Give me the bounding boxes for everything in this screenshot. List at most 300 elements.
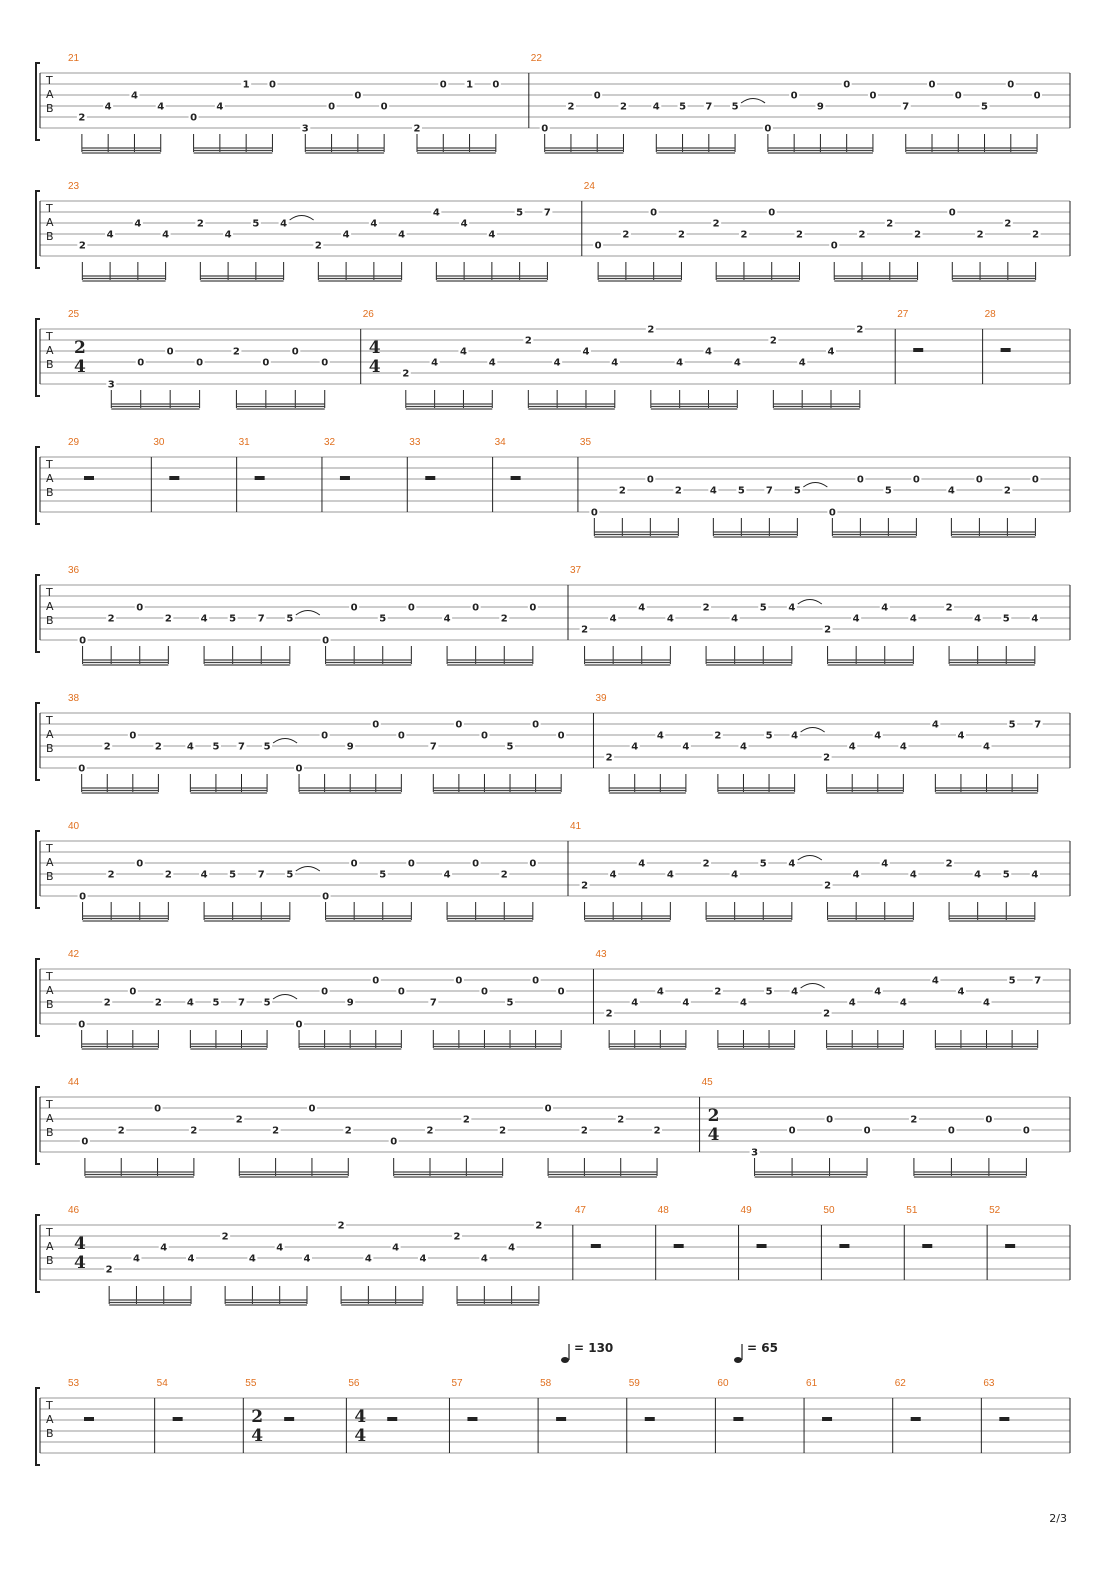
time-signature-top: 4 xyxy=(368,338,381,358)
fret-number: 2 xyxy=(337,1220,345,1232)
fret-number: 0 xyxy=(397,986,405,998)
fret-number: 0 xyxy=(321,357,329,369)
tab-clef-letter: A xyxy=(46,600,54,613)
fret-number: 2 xyxy=(413,123,421,135)
fret-number: 5 xyxy=(981,101,989,113)
fret-number: 2 xyxy=(402,368,410,380)
fret-number: 0 xyxy=(1007,79,1015,91)
fret-number: 4 xyxy=(931,975,939,987)
fret-number: 0 xyxy=(350,858,358,870)
tie-arc xyxy=(273,995,297,1000)
fret-number: 7 xyxy=(429,997,437,1009)
whole-rest xyxy=(911,1417,921,1421)
fret-number: 2 xyxy=(617,1114,625,1126)
fret-number: 2 xyxy=(1032,229,1040,241)
whole-rest xyxy=(425,476,435,480)
measure-number: 33 xyxy=(409,437,421,448)
time-signature-bottom: 4 xyxy=(251,1426,264,1446)
system-bracket xyxy=(36,1215,40,1292)
fret-number: 2 xyxy=(605,752,613,764)
fret-number: 4 xyxy=(200,869,208,881)
whole-rest xyxy=(84,1417,94,1421)
fret-number: 2 xyxy=(164,869,172,881)
fret-number: 2 xyxy=(702,602,710,614)
system-bracket xyxy=(36,1087,40,1164)
fret-number: 4 xyxy=(1031,869,1039,881)
fret-number: 9 xyxy=(346,997,354,1009)
fret-number: 4 xyxy=(874,730,882,742)
fret-number: 0 xyxy=(291,346,299,358)
tie-arc xyxy=(296,611,320,616)
measure-number: 56 xyxy=(348,1378,360,1389)
fret-number: 4 xyxy=(638,602,646,614)
fret-number: 7 xyxy=(705,101,713,113)
measure-number: 51 xyxy=(906,1205,918,1216)
fret-number: 4 xyxy=(798,357,806,369)
fret-number: 0 xyxy=(843,79,851,91)
fret-number: 4 xyxy=(791,730,799,742)
measure-number: 36 xyxy=(68,565,80,576)
fret-number: 2 xyxy=(945,602,953,614)
fret-number: 4 xyxy=(609,613,617,625)
fret-number: 2 xyxy=(426,1125,434,1137)
measure-number: 25 xyxy=(68,309,80,320)
fret-number: 0 xyxy=(81,1136,89,1148)
fret-number: 4 xyxy=(931,719,939,731)
fret-number: 2 xyxy=(500,613,508,625)
fret-number: 2 xyxy=(619,101,627,113)
fret-number: 4 xyxy=(303,1253,311,1265)
tab-clef-letter: A xyxy=(46,1112,54,1125)
measure-number: 61 xyxy=(806,1378,818,1389)
tab-clef-letter: B xyxy=(46,358,54,371)
fret-number: 2 xyxy=(524,335,532,347)
fret-number: 4 xyxy=(460,218,468,230)
measure-number: 24 xyxy=(583,181,595,192)
measure-number: 54 xyxy=(156,1378,168,1389)
fret-number: 2 xyxy=(622,229,630,241)
system-bracket xyxy=(36,575,40,652)
fret-number: 2 xyxy=(581,624,589,636)
fret-number: 4 xyxy=(392,1242,400,1254)
fret-number: 2 xyxy=(103,997,111,1009)
fret-number: 4 xyxy=(187,1253,195,1265)
time-signature-bottom: 4 xyxy=(74,357,86,377)
fret-number: 2 xyxy=(1004,218,1012,230)
system-bracket xyxy=(36,831,40,908)
whole-rest xyxy=(999,1417,1009,1421)
fret-number: 4 xyxy=(224,229,232,241)
measure-number: 57 xyxy=(451,1378,463,1389)
measure-number: 44 xyxy=(68,1077,80,1088)
measure-number: 58 xyxy=(540,1378,552,1389)
fret-number: 7 xyxy=(429,741,437,753)
fret-number: 4 xyxy=(788,858,796,870)
tab-clef-letter: B xyxy=(46,614,54,627)
whole-rest xyxy=(556,1417,566,1421)
measure-number: 42 xyxy=(68,949,80,960)
time-signature-top: 4 xyxy=(74,1234,86,1254)
fret-number: 2 xyxy=(824,624,832,636)
fret-number: 4 xyxy=(342,229,350,241)
system-bracket xyxy=(36,191,40,268)
fret-number: 4 xyxy=(705,346,712,358)
fret-number: 0 xyxy=(129,986,137,998)
tab-clef-letter: B xyxy=(46,486,54,499)
measure-number: 59 xyxy=(628,1378,640,1389)
fret-number: 2 xyxy=(824,880,832,892)
fret-number: 0 xyxy=(830,240,838,252)
fret-number: 0 xyxy=(308,1103,316,1115)
fret-number: 4 xyxy=(909,869,917,881)
measure-number: 34 xyxy=(494,437,506,448)
fret-number: 4 xyxy=(739,741,747,753)
tab-clef-letter: T xyxy=(46,202,53,215)
fret-number: 4 xyxy=(186,741,194,753)
fret-number: 2 xyxy=(914,229,922,241)
fret-number: 0 xyxy=(828,507,836,519)
tab-clef-letter: B xyxy=(46,1427,54,1440)
time-signature-top: 4 xyxy=(354,1407,367,1427)
time-signature-bottom: 4 xyxy=(354,1426,367,1446)
fret-number: 9 xyxy=(816,101,824,113)
fret-number: 4 xyxy=(957,730,965,742)
fret-number: 0 xyxy=(790,90,798,102)
fret-number: 3 xyxy=(107,379,115,391)
fret-number: 0 xyxy=(380,101,388,113)
fret-number: 0 xyxy=(557,730,565,742)
fret-number: 4 xyxy=(364,1253,372,1265)
fret-number: 5 xyxy=(759,858,767,870)
fret-number: 0 xyxy=(594,240,602,252)
fret-number: 7 xyxy=(1034,719,1042,731)
fret-number: 4 xyxy=(791,986,799,998)
fret-number: 2 xyxy=(107,613,115,625)
measure-number: 38 xyxy=(68,693,80,704)
fret-number: 1 xyxy=(466,79,474,91)
fret-number: 0 xyxy=(262,357,270,369)
tab-clef-letter: A xyxy=(46,344,54,357)
time-signature-top: 2 xyxy=(707,1106,720,1126)
fret-number: 2 xyxy=(945,858,953,870)
fret-number: 2 xyxy=(712,218,720,230)
time-signature-bottom: 4 xyxy=(368,357,381,377)
tie-arc xyxy=(801,728,825,733)
page-number: 2/3 xyxy=(1049,1512,1067,1525)
fret-number: 0 xyxy=(826,1114,834,1126)
fret-number: 2 xyxy=(272,1125,280,1137)
fret-number: 4 xyxy=(631,997,639,1009)
fret-number: 4 xyxy=(104,101,112,113)
tab-clef-letter: A xyxy=(46,984,54,997)
measure-number: 46 xyxy=(68,1205,80,1216)
tab-clef-letter: B xyxy=(46,870,54,883)
tab-clef-letter: B xyxy=(46,1254,54,1267)
measure-number: 41 xyxy=(570,821,582,832)
fret-number: 0 xyxy=(136,858,144,870)
fret-number: 0 xyxy=(544,1103,552,1115)
fret-number: 0 xyxy=(407,602,415,614)
tie-arc xyxy=(801,984,825,989)
fret-number: 0 xyxy=(268,79,276,91)
measure-number: 27 xyxy=(897,309,909,320)
fret-number: 0 xyxy=(650,207,658,219)
fret-number: 9 xyxy=(346,741,354,753)
fret-number: 0 xyxy=(166,346,174,358)
time-signature-top: 2 xyxy=(251,1407,264,1427)
fret-number: 2 xyxy=(107,869,115,881)
fret-number: 0 xyxy=(472,602,480,614)
fret-number: 2 xyxy=(976,229,984,241)
time-signature-bottom: 4 xyxy=(74,1253,86,1273)
whole-rest xyxy=(511,476,521,480)
measure-number: 60 xyxy=(717,1378,729,1389)
measure-number: 21 xyxy=(68,53,80,64)
fret-number: 0 xyxy=(646,474,654,486)
fret-number: 2 xyxy=(535,1220,543,1232)
fret-number: 0 xyxy=(590,507,598,519)
fret-number: 0 xyxy=(1033,90,1041,102)
fret-number: 0 xyxy=(397,730,405,742)
fret-number: 4 xyxy=(666,869,674,881)
fret-number: 0 xyxy=(480,730,488,742)
time-signature-top: 2 xyxy=(74,338,86,358)
whole-rest xyxy=(913,348,923,352)
whole-rest xyxy=(169,476,179,480)
fret-number: 2 xyxy=(823,1008,831,1020)
fret-number: 0 xyxy=(954,90,962,102)
fret-number: 4 xyxy=(488,357,496,369)
whole-rest xyxy=(173,1417,183,1421)
fret-number: 4 xyxy=(709,485,717,497)
measure-number: 49 xyxy=(740,1205,752,1216)
fret-number: 5 xyxy=(1002,869,1010,881)
tab-clef-letter: T xyxy=(46,1098,53,1111)
fret-number: 4 xyxy=(983,741,991,753)
fret-number: 0 xyxy=(295,763,303,775)
tab-clef-letter: T xyxy=(46,1399,53,1412)
tab-clef-letter: T xyxy=(46,842,53,855)
measure-number: 55 xyxy=(245,1378,257,1389)
measure-number: 30 xyxy=(153,437,165,448)
tie-arc xyxy=(741,99,765,104)
fret-number: 4 xyxy=(852,869,860,881)
fret-number: 2 xyxy=(105,1264,113,1276)
fret-number: 4 xyxy=(631,741,639,753)
fret-number: 4 xyxy=(480,1253,488,1265)
measure-number: 35 xyxy=(579,437,592,448)
fret-number: 5 xyxy=(212,997,220,1009)
fret-number: 4 xyxy=(848,997,856,1009)
fret-number: 0 xyxy=(947,1125,955,1137)
tab-clef-letter: B xyxy=(46,230,54,243)
fret-number: 0 xyxy=(557,986,565,998)
system-bracket xyxy=(36,63,40,140)
fret-number: 7 xyxy=(257,869,265,881)
fret-number: 5 xyxy=(1008,975,1016,987)
fret-number: 4 xyxy=(874,986,882,998)
fret-number: 4 xyxy=(974,869,982,881)
fret-number: 2 xyxy=(567,101,575,113)
fret-number: 2 xyxy=(823,752,831,764)
fret-number: 5 xyxy=(212,741,220,753)
tie-arc xyxy=(803,483,827,488)
fret-number: 2 xyxy=(886,218,894,230)
tie-arc xyxy=(290,216,314,221)
fret-number: 2 xyxy=(714,730,722,742)
fret-number: 2 xyxy=(618,485,626,497)
fret-number: 4 xyxy=(1031,613,1039,625)
fret-number: 0 xyxy=(78,1019,86,1031)
whole-rest xyxy=(591,1244,601,1248)
whole-rest xyxy=(822,1417,832,1421)
fret-number: 2 xyxy=(856,324,864,336)
fret-number: 2 xyxy=(580,1125,588,1137)
fret-number: 4 xyxy=(881,602,889,614)
fret-number: 5 xyxy=(263,997,271,1009)
fret-number: 2 xyxy=(314,240,322,252)
tab-clef-letter: T xyxy=(46,74,53,87)
fret-number: 4 xyxy=(443,869,451,881)
measure-number: 26 xyxy=(362,309,374,320)
tab-clef-letter: B xyxy=(46,998,54,1011)
fret-number: 0 xyxy=(455,975,463,987)
fret-number: 4 xyxy=(157,101,165,113)
tab-clef-letter: A xyxy=(46,472,54,485)
fret-number: 4 xyxy=(508,1242,516,1254)
fret-number: 4 xyxy=(134,218,142,230)
fret-number: 0 xyxy=(975,474,983,486)
fret-number: 2 xyxy=(581,880,589,892)
fret-number: 0 xyxy=(472,858,480,870)
fret-number: 4 xyxy=(488,229,496,241)
fret-number: 4 xyxy=(899,741,907,753)
fret-number: 4 xyxy=(553,357,561,369)
fret-number: 0 xyxy=(390,1136,398,1148)
fret-number: 4 xyxy=(731,613,739,625)
measure-number: 31 xyxy=(238,437,250,448)
measure-number: 22 xyxy=(530,53,542,64)
fret-number: 4 xyxy=(666,613,674,625)
fret-number: 4 xyxy=(974,613,982,625)
fret-number: 0 xyxy=(948,207,956,219)
fret-number: 4 xyxy=(881,858,889,870)
fret-number: 5 xyxy=(1008,719,1016,731)
fret-number: 2 xyxy=(232,346,240,358)
fret-number: 5 xyxy=(252,218,260,230)
fret-number: 4 xyxy=(609,869,617,881)
fret-number: 0 xyxy=(863,1125,871,1137)
fret-number: 2 xyxy=(647,324,655,336)
fret-number: 0 xyxy=(372,719,380,731)
fret-number: 4 xyxy=(130,90,138,102)
fret-number: 4 xyxy=(370,218,378,230)
fret-number: 2 xyxy=(453,1231,461,1243)
whole-rest xyxy=(922,1244,932,1248)
fret-number: 5 xyxy=(286,613,294,625)
tab-clef-letter: T xyxy=(46,330,53,343)
fret-number: 4 xyxy=(909,613,917,625)
fret-number: 4 xyxy=(280,218,288,230)
fret-number: 5 xyxy=(379,869,387,881)
tab-clef-letter: B xyxy=(46,742,54,755)
fret-number: 2 xyxy=(702,858,710,870)
fret-number: 4 xyxy=(431,357,439,369)
fret-number: 0 xyxy=(985,1114,993,1126)
fret-number: 0 xyxy=(137,357,145,369)
fret-number: 4 xyxy=(656,730,664,742)
fret-number: 0 xyxy=(492,79,500,91)
fret-number: 0 xyxy=(480,986,488,998)
fret-number: 4 xyxy=(160,1242,168,1254)
tempo-marking: = 65 xyxy=(747,1341,778,1355)
fret-number: 2 xyxy=(235,1114,243,1126)
tab-clef-letter: A xyxy=(46,1413,54,1426)
tab-clef-letter: A xyxy=(46,1240,54,1253)
tab-clef-letter: T xyxy=(46,458,53,471)
fret-number: 5 xyxy=(286,869,294,881)
fret-number: 2 xyxy=(769,335,777,347)
fret-number: 0 xyxy=(154,1103,162,1115)
fret-number: 0 xyxy=(529,602,537,614)
fret-number: 4 xyxy=(398,229,406,241)
fret-number: 2 xyxy=(500,869,508,881)
system-bracket xyxy=(36,319,40,396)
fret-number: 0 xyxy=(295,1019,303,1031)
fret-number: 5 xyxy=(765,986,773,998)
fret-number: 7 xyxy=(543,207,551,219)
fret-number: 7 xyxy=(238,997,245,1009)
fret-number: 4 xyxy=(788,602,796,614)
fret-number: 2 xyxy=(653,1125,661,1137)
fret-number: 0 xyxy=(372,975,380,987)
fret-number: 4 xyxy=(652,101,660,113)
fret-number: 4 xyxy=(682,741,690,753)
fret-number: 4 xyxy=(656,986,664,998)
fret-number: 4 xyxy=(848,741,856,753)
fret-number: 4 xyxy=(611,357,619,369)
fret-number: 2 xyxy=(1003,485,1011,497)
fret-number: 4 xyxy=(957,986,965,998)
fret-number: 2 xyxy=(499,1125,507,1137)
fret-number: 5 xyxy=(884,485,892,497)
tab-clef-letter: A xyxy=(46,728,54,741)
tab-clef-letter: T xyxy=(46,1226,53,1239)
fret-number: 4 xyxy=(419,1253,427,1265)
fret-number: 5 xyxy=(1002,613,1010,625)
fret-number: 4 xyxy=(216,101,224,113)
fret-number: 3 xyxy=(751,1147,759,1159)
fret-number: 2 xyxy=(164,613,172,625)
fret-number: 0 xyxy=(764,123,772,135)
fret-number: 2 xyxy=(190,1125,198,1137)
system-bracket xyxy=(36,959,40,1036)
fret-number: 5 xyxy=(759,602,767,614)
fret-number: 0 xyxy=(196,357,204,369)
fret-number: 4 xyxy=(983,997,991,1009)
fret-number: 5 xyxy=(765,730,773,742)
fret-number: 0 xyxy=(322,635,330,647)
measure-number: 37 xyxy=(570,565,582,576)
fret-number: 5 xyxy=(737,485,745,497)
tab-clef-letter: A xyxy=(46,216,54,229)
quarter-note-icon xyxy=(734,1357,742,1363)
whole-rest xyxy=(467,1417,477,1421)
fret-number: 0 xyxy=(541,123,549,135)
tie-arc xyxy=(273,739,297,744)
fret-number: 0 xyxy=(407,858,415,870)
measure-number: 62 xyxy=(894,1378,906,1389)
